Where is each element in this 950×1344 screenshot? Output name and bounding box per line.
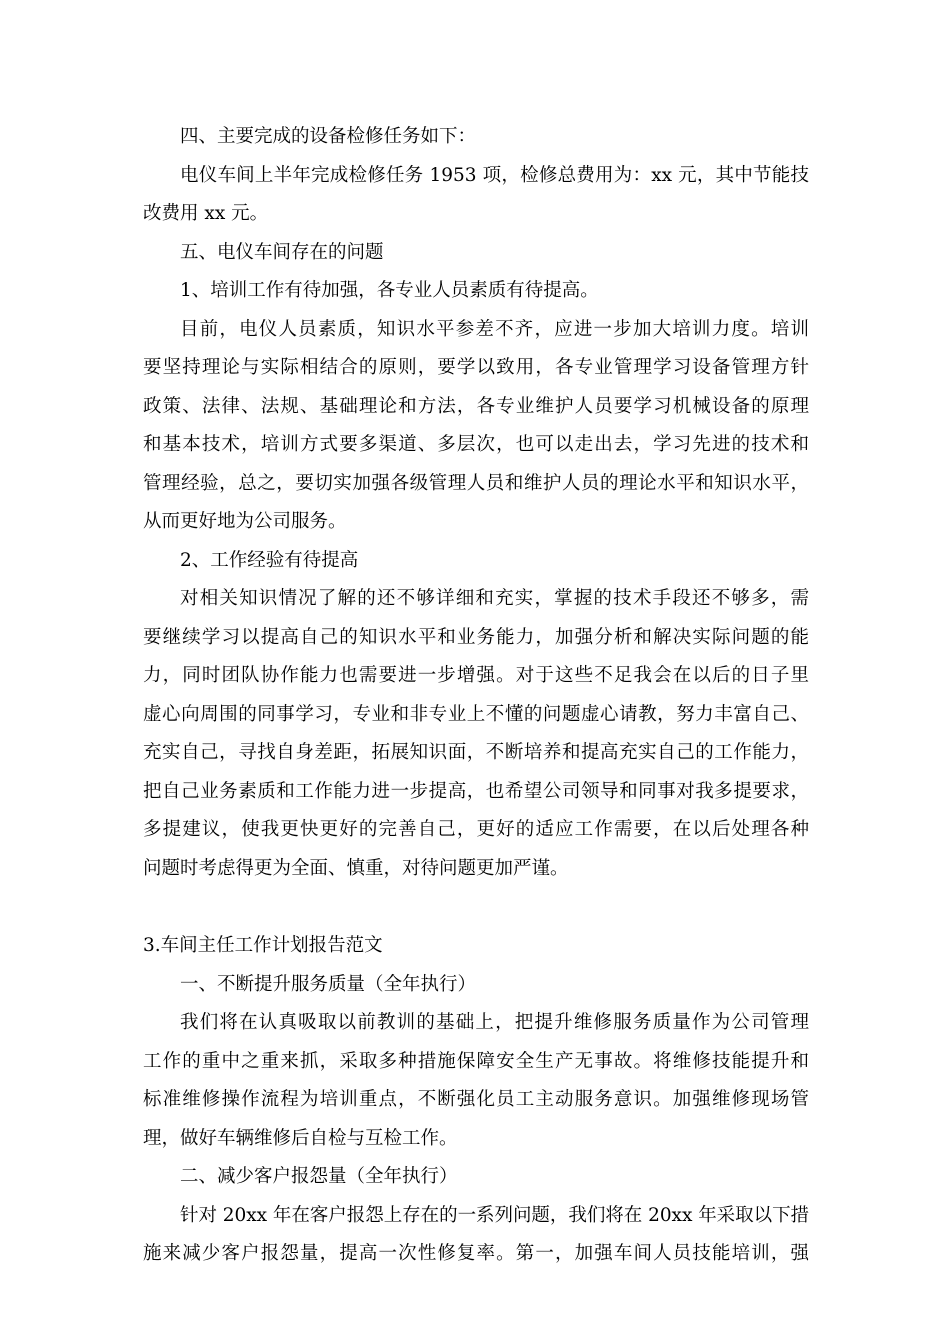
paragraph-reduce-complaints bbox=[143, 1197, 809, 1274]
text-line: 要继续学习以提高自己的知识水平和业务能力，加强分析和解决实际问题的能 bbox=[143, 626, 809, 648]
heading-workshop-problems bbox=[143, 234, 809, 273]
text-line: 把自己业务素质和工作能力进一步提高，也希望公司领导和同事对我多提要求， bbox=[143, 780, 809, 802]
text-line: 政策、法律、法规、基础理论和方法，各专业维护人员要学习机械设备的原理 bbox=[143, 395, 809, 417]
text-line: 目前，电仪人员素质，知识水平参差不齐，应进一步加大培训力度。培训 bbox=[180, 318, 809, 340]
text-line: 问题时考虑得更为全面、慎重，对待问题更加严谨。 bbox=[143, 857, 569, 879]
text-line: 充实自己，寻找自身差距，拓展知识面，不断培养和提高充实自己的工作能力， bbox=[143, 742, 809, 763]
text-line: 电仪车间上半年完成检修任务 1953 项，检修总费用为：xx 元，其中节能技 bbox=[180, 164, 809, 186]
heading-service-quality bbox=[143, 966, 809, 1005]
text-line: 2、工作经验有待提高 bbox=[180, 549, 359, 571]
text-line: 工作的重中之重来抓，采取多种措施保障安全生产无事故。将维修技能提升和 bbox=[143, 1050, 809, 1072]
text-line: 四、主要完成的设备检修任务如下： bbox=[180, 126, 477, 147]
document-body bbox=[143, 118, 809, 1274]
text-line: 针对 20xx 年在客户报怨上存在的一系列问题，我们将在 20xx 年采取以下措 bbox=[180, 1204, 809, 1226]
text-line: 我们将在认真吸取以前教训的基础上，把提升维修服务质量作为公司管理 bbox=[180, 1012, 809, 1033]
paragraph-training-detail bbox=[143, 311, 809, 542]
section-spacer bbox=[143, 888, 809, 927]
text-line: 施来减少客户报怨量，提高一次性修复率。第一，加强车间人员技能培训，强 bbox=[143, 1243, 809, 1264]
text-line: 标准维修操作流程为培训重点，不断强化员工主动服务意识。加强维修现场管 bbox=[143, 1089, 809, 1110]
text-line: 虚心向周围的同事学习，专业和非专业上不懂的问题虚心请教，努力丰富自己、 bbox=[143, 703, 809, 725]
paragraph-maintenance-summary bbox=[143, 157, 809, 234]
text-line: 五、电仪车间存在的问题 bbox=[180, 241, 384, 263]
text-line: 理，做好车辆维修后自检与互检工作。 bbox=[143, 1127, 458, 1149]
paragraph-service-quality bbox=[143, 1004, 809, 1158]
text-line: 3.车间主任工作计划报告范文 bbox=[143, 935, 383, 956]
section-title bbox=[143, 927, 809, 966]
paragraph-experience-detail bbox=[143, 580, 809, 888]
heading-equipment-tasks bbox=[143, 118, 809, 157]
text-line: 力，同时团队协作能力也需要进一步增强。对于这些不足我会在以后的日子里 bbox=[143, 665, 809, 686]
text-line: 从而更好地为公司服务。 bbox=[143, 511, 347, 532]
heading-reduce-complaints bbox=[143, 1158, 809, 1197]
text-line: 一、不断提升服务质量（全年执行） bbox=[180, 973, 477, 995]
text-line: 1、培训工作有待加强，各专业人员素质有待提高。 bbox=[180, 280, 599, 301]
text-line: 要坚持理论与实际相结合的原则，要学以致用，各专业管理学习设备管理方针 bbox=[143, 357, 809, 378]
heading-training-issue bbox=[143, 272, 809, 311]
text-line: 管理经验，总之，要切实加强各级管理人员和维护人员的理论水平和知识水平， bbox=[143, 472, 809, 494]
heading-experience-issue bbox=[143, 542, 809, 581]
text-line: 改费用 xx 元。 bbox=[143, 203, 269, 224]
text-line: 二、减少客户报怨量（全年执行） bbox=[180, 1166, 458, 1187]
text-line: 对相关知识情况了解的还不够详细和充实，掌握的技术手段还不够多，需 bbox=[180, 588, 809, 609]
text-line: 和基本技术，培训方式要多渠道、多层次，也可以走出去，学习先进的技术和 bbox=[143, 434, 809, 455]
text-line: 多提建议，使我更快更好的完善自己，更好的适应工作需要，在以后处理各种 bbox=[143, 819, 809, 840]
